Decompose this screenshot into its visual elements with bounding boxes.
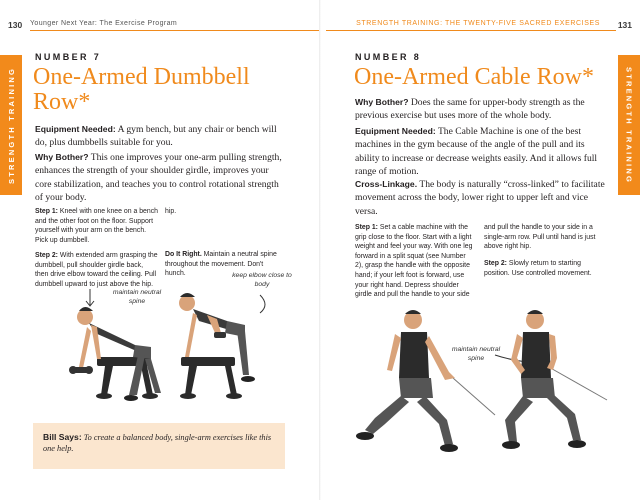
step-1-label-8: Step 1: [355, 224, 378, 231]
step-2-text-continued: hip. [165, 207, 177, 215]
caption-elbow: keep elbow close to body [232, 272, 292, 288]
exercise-title-8: One-Armed Cable Row* [354, 64, 594, 90]
right-side-tab [618, 55, 640, 195]
exercise-number: NUMBER 7 [35, 52, 102, 62]
cross-linkage-paragraph [355, 178, 605, 218]
right-running-head: STRENGTH TRAINING: THE TWENTY-FIVE SACRED EXERCISES [356, 20, 600, 27]
dumbbell-row-illustration [55, 275, 305, 420]
equipment-paragraph [35, 123, 285, 150]
step-1 [35, 207, 158, 245]
why-text: This one improves your one-arm pulling strength, enhances the strength of your shoulder girdle, improves your core stabilization, and teaches you to control rotational strength of your body. [35, 152, 282, 204]
right-header-rule [326, 30, 616, 31]
step-1-8-continued [484, 223, 608, 251]
cross-linkage-text: The body is naturally “cross-linked” to facilitate movement across the body, lower right to upper left and vice versa. [355, 179, 605, 217]
exercise-number-8: NUMBER 8 [355, 52, 422, 62]
equipment-text: A gym bench, but any chair or bench will do, plus dumbbells suitable for you. [35, 124, 277, 149]
step-2-label-8: Step 2: [484, 260, 507, 267]
equipment-label: Equipment Needed: [35, 124, 116, 134]
bill-says-box [33, 423, 285, 469]
do-it-right-label: Do It Right. [165, 251, 202, 258]
bill-says-label: Bill Says: [43, 432, 82, 442]
why-paragraph-8 [355, 96, 605, 123]
why-label: Why Bother? [35, 152, 89, 162]
left-running-head: Younger Next Year: The Exercise Program [30, 20, 178, 27]
bill-says-content [43, 432, 275, 454]
left-header-rule [30, 30, 320, 31]
step-1-text-8-continued: and pull the handle to your side in a single-arm row. Pull until hand is just above right hip. [484, 223, 596, 251]
step-2-text-8: Slowly return to starting position. Use controlled movement. [484, 260, 592, 277]
cable-row-illustration [345, 300, 610, 460]
why-text-8: Does the same for upper-body strength as the previous exercise but uses more of the whole body. [355, 97, 585, 122]
left-page-number: 130 [8, 20, 23, 30]
equipment-text-8: The Cable Machine is one of the best machines in the gym because of the angle of the pull and its ability to increase or decrease weights easily. And it allows full range of motion. [355, 126, 598, 178]
step-2-8 [484, 259, 608, 278]
cross-linkage-label: Cross-Linkage. [355, 179, 418, 189]
step-1-label: Step 1: [35, 208, 58, 215]
why-paragraph [35, 151, 285, 205]
bill-says-text: To create a balanced body, single-arm exercises like this one help. [43, 433, 272, 453]
arrow-curved-icon [260, 295, 265, 313]
page-gutter [319, 0, 321, 500]
equipment-paragraph-8 [355, 125, 605, 179]
step-1-text: Kneel with one knee on a bench and the other foot on the floor. Support yourself with your arm on the bench. Pick up dumbbell. [35, 208, 158, 244]
step-2-label: Step 2: [35, 252, 58, 259]
caption-neutral-spine-8: maintain neutral spine [451, 346, 501, 362]
right-page-number: 131 [617, 20, 632, 30]
step-2-continued [165, 207, 285, 250]
right-side-tab-label: STRENGTH TRAINING [624, 66, 634, 184]
left-side-tab [0, 55, 22, 195]
equipment-label-8: Equipment Needed: [355, 126, 436, 136]
why-label-8: Why Bother? [355, 97, 409, 107]
left-side-tab-label: STRENGTH TRAINING [6, 66, 16, 184]
exercise-title: One-Armed Dumbbell Row* [33, 64, 250, 115]
do-it-right-text: Maintain a neutral spine throughout the movement. Don't hunch. [165, 251, 277, 278]
caption-neutral-spine: maintain neutral spine [112, 289, 162, 305]
step-1-text-8: Set a cable machine with the grip close to the floor. Start with a light weight and feel your way. With one leg forward in a split squat (see Number 2), grasp the handle with the opposite hand; if your left foot is forward, use your right hand. Depress shoulder girdle and pull the handle to your side [355, 224, 473, 299]
step-1-8 [355, 223, 475, 300]
step-2-text: With extended arm grasping the dumbbell, pull shoulder girdle back, then drive elbow toward the ceiling. Pull dumbbell upward to just above the hip. [35, 252, 158, 288]
